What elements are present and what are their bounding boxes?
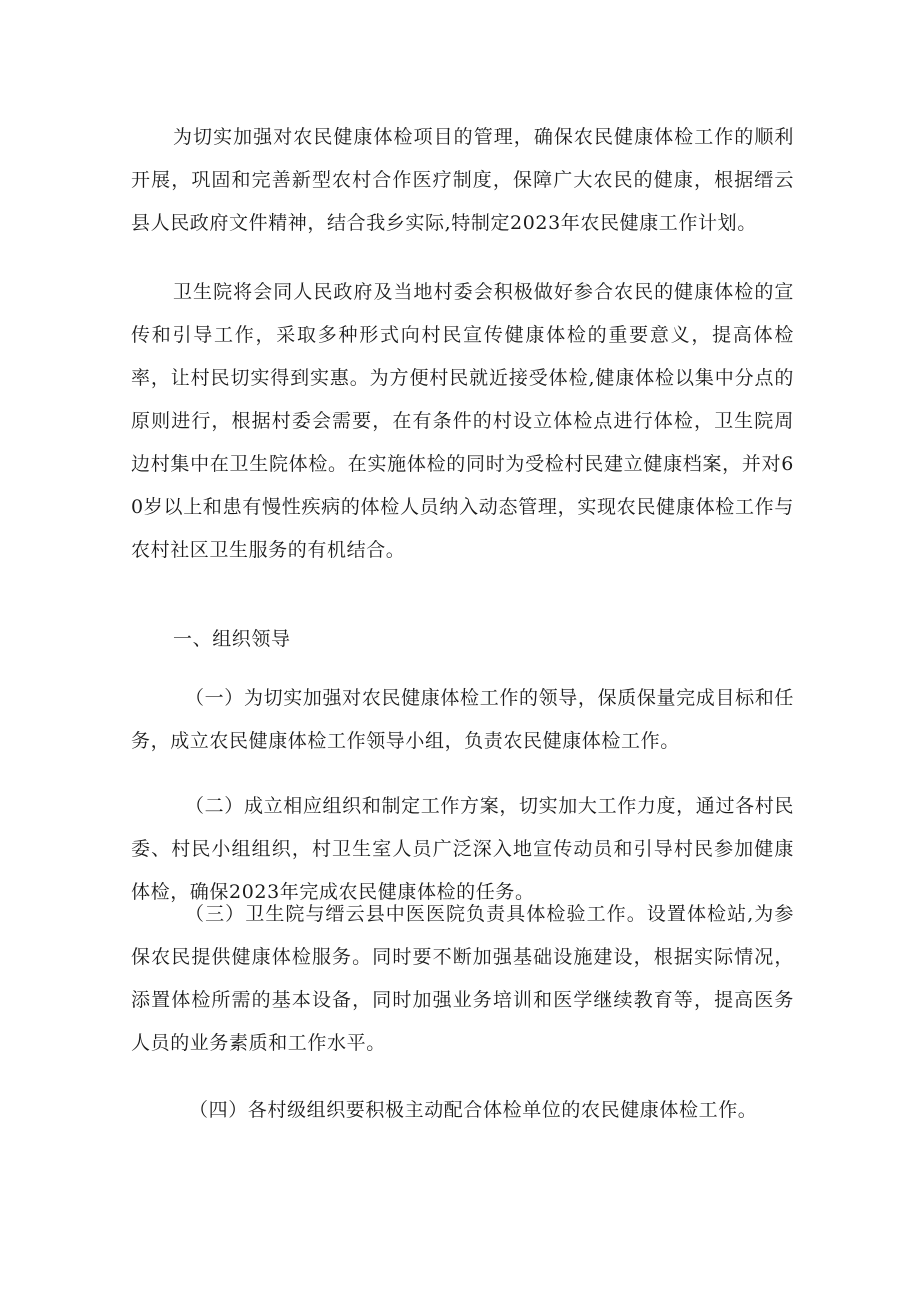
item-paragraph-4: （四）各村级组织要积极主动配合体检单位的农民健康体检工作。 <box>189 1099 758 1121</box>
section-heading: 一、组织领导 <box>173 628 291 650</box>
item-paragraph-3: （三）卫生院与缙云县中医医院负责具体检验工作。设置体检站,为参保农民提供健康体检服务。同时要不断加强基础设施建设，根据实际情况，添置体检所需的基本设备，同时加强业务培训和医学继续教育等，提高医务人员的业务素质和工作水平。 <box>131 903 794 1054</box>
intro-paragraph: 为切实加强对农民健康体检项目的管理，确保农民健康体检工作的顺利开展，巩固和完善新型农村合作医疗制度，保障广大农民的健康，根据缙云县人民政府文件精神，结合我乡实际,特制定2023年农民健康工作计划。 <box>131 126 794 234</box>
item-paragraph-2: （二）成立相应组织和制定工作方案，切实加大工作力度，通过各村民委、村民小组组织，村卫生室人员广泛深入地宣传动员和引导村民参加健康体检，确保2023年完成农民健康体检的任务。 <box>131 795 794 903</box>
item-paragraph-1: （一）为切实加强对农民健康体检工作的领导，保质保量完成目标和任务，成立农民健康体检工作领导小组，负责农民健康体检工作。 <box>131 687 794 752</box>
publicity-paragraph: 卫生院将会同人民政府及当地村委会积极做好参合农民的健康体检的宣传和引导工作，采取多种形式向村民宣传健康体检的重要意义，提高体检率，让村民切实得到实惠。为方便村民就近接受体检,健康体检以集中分点的原则进行，根据村委会需要，在有条件的村设立体检点进行体检，卫生院周边村集中在卫生院体检。在实施体检的同时为受检村民建立健康档案，并对60岁以上和患有慢性疾病的体检人员纳入动态管理，实现农民健康体检工作与农村社区卫生服务的有机结合。 <box>131 281 794 561</box>
